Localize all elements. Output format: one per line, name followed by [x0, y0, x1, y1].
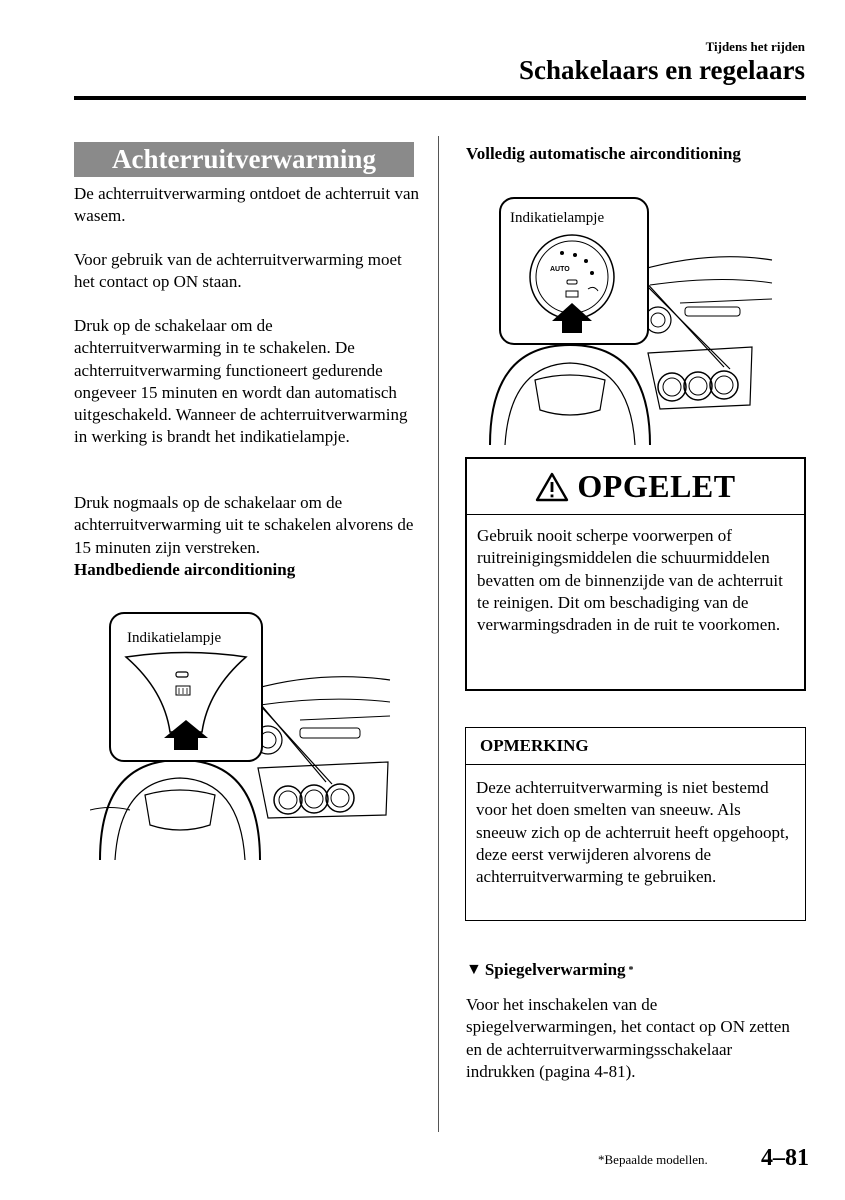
- fig-label-left: Indikatielampje: [127, 630, 222, 646]
- mirror-paragraph: Voor het inschakelen van de spiegelverwarmingen, het contact op ON zetten en de achterruitverwarmingsschakelaar indrukken (pagina 4-81).: [466, 995, 790, 1081]
- fig-auto-label: AUTO: [550, 266, 570, 273]
- manual-ac-figure: [90, 610, 420, 860]
- warning-triangle-icon: [535, 472, 569, 502]
- auto-ac-heading: Volledig automatische airconditioning: [466, 144, 741, 163]
- fig-label-right: Indikatielampje: [510, 210, 605, 226]
- section-banner: Achterruitverwarming: [74, 142, 414, 177]
- page-number: 4–81: [761, 1145, 809, 1171]
- manual-ac-heading: Handbediende airconditioning: [74, 560, 296, 579]
- paragraph-switch-off: Druk nogmaals op de schakelaar om de achterruitverwarming uit te schakelen alvorens de 15 minuten zijn verstreken.: [74, 493, 414, 557]
- caution-text: Gebruik nooit scherpe voorwerpen of ruitreinigingsmiddelen die schuurmiddelen bevatten om de binnenzijde van de achterruit te reinigen. Dit om beschadiging van de verwarmingsdraden in de ruit te voorkomen.: [477, 526, 783, 635]
- chapter-title: Tijdens het rijden: [705, 39, 805, 54]
- mirror-heading-text: Spiegelverwarming: [484, 960, 626, 979]
- footnote: *Bepaalde modellen.: [598, 1152, 708, 1167]
- paragraph-intro: De achterruitverwarming ontdoet de achterruit van wasem.: [74, 184, 420, 226]
- mirror-heading-mark: *: [628, 964, 634, 976]
- caution-header: [467, 459, 804, 515]
- note-title: OPMERKING: [466, 728, 805, 765]
- note-box: [465, 727, 806, 921]
- paragraph-switch-on: Druk op de schakelaar om de achterruitverwarming in te schakelen. De achterruitverwarming functioneert gedurende ongeveer 15 minuten en wordt dan automatisch uitgeschakeld. Wanneer de achterruitverwarming in werking is brandt het indikatielampje.: [74, 316, 408, 447]
- caution-title: OPGELET: [577, 468, 736, 504]
- mirror-heading: [466, 960, 634, 980]
- section-title: Schakelaars en regelaars: [519, 55, 805, 85]
- caution-box: [465, 457, 806, 691]
- auto-ac-figure: [480, 195, 780, 445]
- header-divider: [74, 96, 806, 100]
- note-text: Deze achterruitverwarming is niet bestemd voor het doen smelten van sneeuw. Als sneeuw zich op de achterruit heeft opgehoopt, deze eerst verwijderen alvorens de achterruitverwarming te gebruiken.: [476, 778, 789, 887]
- paragraph-contact: Voor gebruik van de achterruitverwarming moet het contact op ON staan.: [74, 250, 402, 292]
- down-triangle-icon: ▼: [466, 961, 482, 978]
- column-divider: [438, 136, 439, 1132]
